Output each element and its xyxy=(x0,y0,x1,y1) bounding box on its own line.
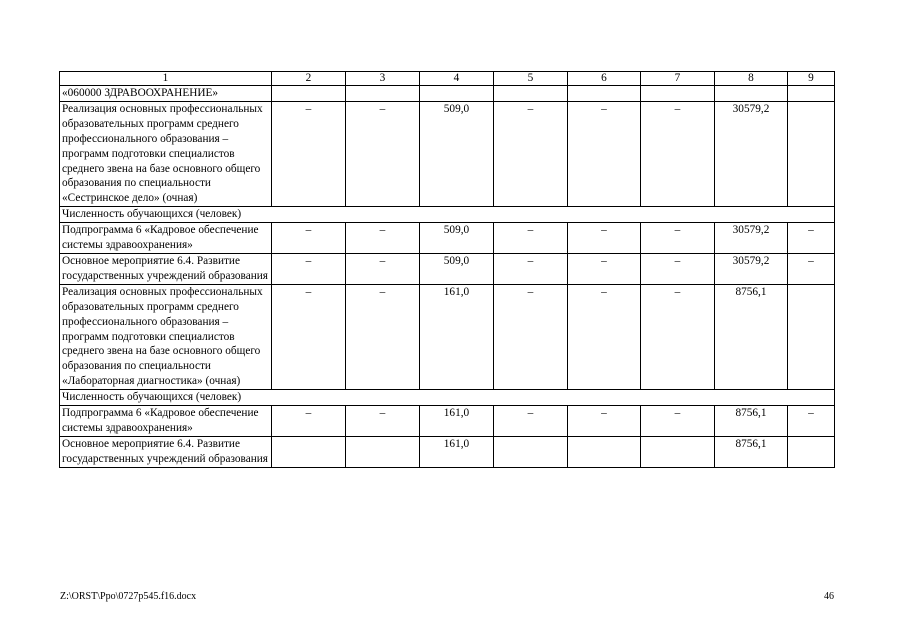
budget-table xyxy=(59,71,835,468)
header-cell-3: 3 xyxy=(346,72,420,86)
cell-col-9 xyxy=(788,101,835,206)
cell-col-2: – xyxy=(272,223,346,254)
cell-col-8: 30579,2 xyxy=(715,253,788,284)
cell-col-2: – xyxy=(272,284,346,389)
cell-col-4: 161,0 xyxy=(420,284,494,389)
cell-col-7: – xyxy=(641,284,715,389)
students-count-row xyxy=(60,207,835,223)
cell-col-5: – xyxy=(494,284,568,389)
cell-col-3: – xyxy=(346,406,420,437)
cell-col-8: 30579,2 xyxy=(715,223,788,254)
cell-col-5: – xyxy=(494,101,568,206)
cell-col-2: – xyxy=(272,101,346,206)
cell-col-5: – xyxy=(494,253,568,284)
cell-col-9: – xyxy=(788,406,835,437)
cell-col-3: – xyxy=(346,101,420,206)
cell-col-7: – xyxy=(641,253,715,284)
row-label: Основное мероприятие 6.4. Развитие государственных учреждений образования xyxy=(60,253,272,284)
header-cell-4: 4 xyxy=(420,72,494,86)
table-header-row xyxy=(60,72,835,86)
header-cell-2: 2 xyxy=(272,72,346,86)
section-title-row xyxy=(60,86,835,102)
table-row xyxy=(60,223,835,254)
section-title: «060000 ЗДРАВООХРАНЕНИЕ» xyxy=(60,86,272,102)
row-label: Реализация основных профессиональных образовательных программ среднего профессионального образования – программ подготовки специалистов среднего звена на базе основного общего образования по специальности «Сестринское дело» (очная) xyxy=(60,101,272,206)
cell-col-8: 8756,1 xyxy=(715,436,788,467)
cell-col-9 xyxy=(788,284,835,389)
table-row xyxy=(60,101,835,206)
cell-col-7: – xyxy=(641,101,715,206)
cell-col-4: 509,0 xyxy=(420,101,494,206)
cell-col-6: – xyxy=(568,406,641,437)
row-label: Реализация основных профессиональных образовательных программ среднего профессионального образования – программ подготовки специалистов среднего звена на базе основного общего образования по специальности «Лабораторная диагностика» (очная) xyxy=(60,284,272,389)
cell-col-6: – xyxy=(568,253,641,284)
cell-col-5: – xyxy=(494,223,568,254)
cell-col-6: – xyxy=(568,101,641,206)
cell-col-4: 161,0 xyxy=(420,406,494,437)
cell-col-7: – xyxy=(641,406,715,437)
cell-col-3: – xyxy=(346,223,420,254)
footer-page-number: 46 xyxy=(824,591,834,602)
header-cell-9: 9 xyxy=(788,72,835,86)
cell-col-7 xyxy=(641,436,715,467)
students-count-label: Численность обучающихся (человек) xyxy=(60,390,835,406)
cell-col-9: – xyxy=(788,253,835,284)
row-label: Подпрограмма 6 «Кадровое обеспечение системы здравоохранения» xyxy=(60,406,272,437)
cell-col-9 xyxy=(788,436,835,467)
cell-col-4: 509,0 xyxy=(420,253,494,284)
header-cell-1: 1 xyxy=(60,72,272,86)
table-row xyxy=(60,253,835,284)
cell-col-5 xyxy=(494,436,568,467)
cell-col-3: – xyxy=(346,284,420,389)
cell-col-6: – xyxy=(568,284,641,389)
students-count-label: Численность обучающихся (человек) xyxy=(60,207,835,223)
cell-col-3: – xyxy=(346,253,420,284)
header-cell-7: 7 xyxy=(641,72,715,86)
table-row xyxy=(60,284,835,389)
footer-file-path: Z:\ORST\Ppo\0727p545.f16.docx xyxy=(60,591,197,602)
cell-col-4: 509,0 xyxy=(420,223,494,254)
cell-col-6: – xyxy=(568,223,641,254)
cell-col-2: – xyxy=(272,406,346,437)
header-cell-6: 6 xyxy=(568,72,641,86)
table-row xyxy=(60,406,835,437)
cell-col-4: 161,0 xyxy=(420,436,494,467)
cell-col-2 xyxy=(272,436,346,467)
cell-col-3 xyxy=(346,436,420,467)
students-count-row xyxy=(60,390,835,406)
cell-col-8: 30579,2 xyxy=(715,101,788,206)
cell-col-8: 8756,1 xyxy=(715,406,788,437)
cell-col-8: 8756,1 xyxy=(715,284,788,389)
cell-col-9: – xyxy=(788,223,835,254)
row-label: Подпрограмма 6 «Кадровое обеспечение системы здравоохранения» xyxy=(60,223,272,254)
row-label: Основное мероприятие 6.4. Развитие государственных учреждений образования xyxy=(60,436,272,467)
cell-col-6 xyxy=(568,436,641,467)
header-cell-8: 8 xyxy=(715,72,788,86)
cell-col-7: – xyxy=(641,223,715,254)
table-row xyxy=(60,436,835,467)
cell-col-5: – xyxy=(494,406,568,437)
header-cell-5: 5 xyxy=(494,72,568,86)
cell-col-2: – xyxy=(272,253,346,284)
